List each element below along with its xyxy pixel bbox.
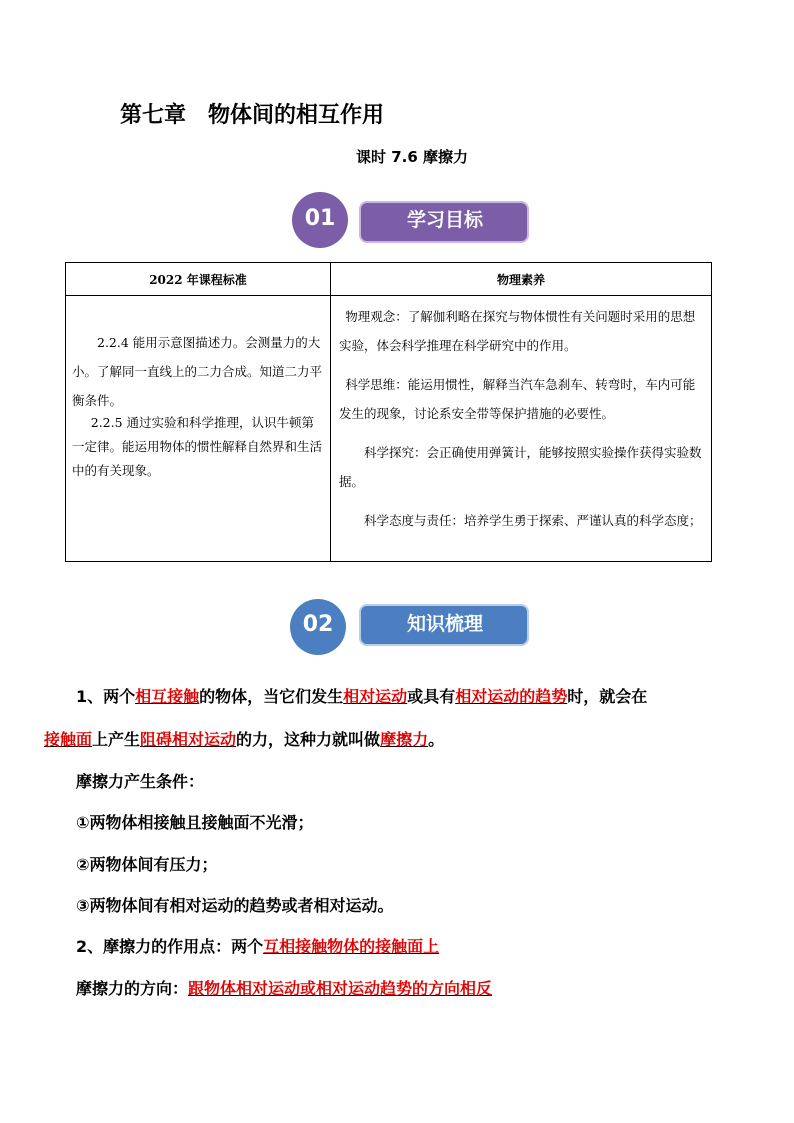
section-header-knowledge [285,597,545,657]
literacy-item: 科学态度与责任：培养学生勇于探索、严谨认真的科学态度； [364,513,702,528]
definition-line-1 [76,684,786,707]
text-run: 2、摩擦力的作用点：两个 [76,937,264,956]
chapter-title: 第七章 物体间的相互作用 [120,103,385,128]
standards-cell [66,296,331,562]
text-run: 1、两个 [76,687,136,706]
section-title: 知识梳理 [406,613,483,635]
section-number: 02 [302,612,334,637]
key-term: 摩擦力 [380,730,429,749]
key-term: 相互接触 [135,687,200,706]
text-run: 或具有 [407,687,456,706]
text-run: 的物体，当它们发生 [199,687,344,706]
key-term: 接触面 [44,730,93,749]
section-header-objectives [285,192,545,252]
text-run: 上产生 [92,730,141,749]
direction-line [76,976,786,999]
literacy-item: 物理观念：了解伽利略在探究与物体惯性有关问题时采用的思想实验，体会科学推理在科学研究中的作用。 [339,309,696,353]
condition-item: ①两物体相接触且接触面不光滑； [76,813,314,832]
table-header-literacy: 物理素养 [331,263,712,296]
conditions-title: 摩擦力产生条件： [76,772,205,791]
standard-item: 2.2.4 能用示意图描述力。会测量力的大小。了解同一直线上的二力合成。知道二力平衡条件。 [72,335,323,408]
lesson-title: 课时 7.6 摩擦力 [356,148,469,166]
literacy-item: 科学思维：能运用惯性，解释当汽车急刹车、转弯时，车内可能发生的现象，讨论系安全带等保护措施的必要性。 [339,377,696,421]
standards-table [65,262,712,562]
text-run: 的力，这种力就叫做 [236,730,381,749]
condition-item: ②两物体间有压力； [76,855,218,874]
point-of-action-line [76,934,786,957]
literacy-cell [331,296,712,562]
text-run: 时，就会在 [567,687,648,706]
text-run: 。 [428,730,445,749]
key-term: 相对运动的趋势 [455,687,568,706]
key-term: 阻碍相对运动 [140,730,237,749]
table-header-standard: 2022 年课程标准 [66,263,331,296]
section-title: 学习目标 [406,209,483,231]
text-run: 摩擦力的方向： [76,979,189,998]
key-term: 跟物体相对运动或相对运动趋势的方向相反 [188,979,493,998]
section-number: 01 [304,206,336,231]
key-term: 互相接触物体的接触面上 [263,937,440,956]
key-term: 相对运动 [343,687,408,706]
literacy-item: 科学探究：会正确使用弹簧计，能够按照实验操作获得实验数据。 [339,445,702,489]
definition-line-2 [44,727,754,750]
condition-item: ③两物体间有相对运动的趋势或者相对运动。 [76,896,394,915]
standard-item: 2.2.5 通过实验和科学推理，认识牛顿第一定律。能运用物体的惯性解释自然界和生活中的有关现象。 [72,415,323,478]
